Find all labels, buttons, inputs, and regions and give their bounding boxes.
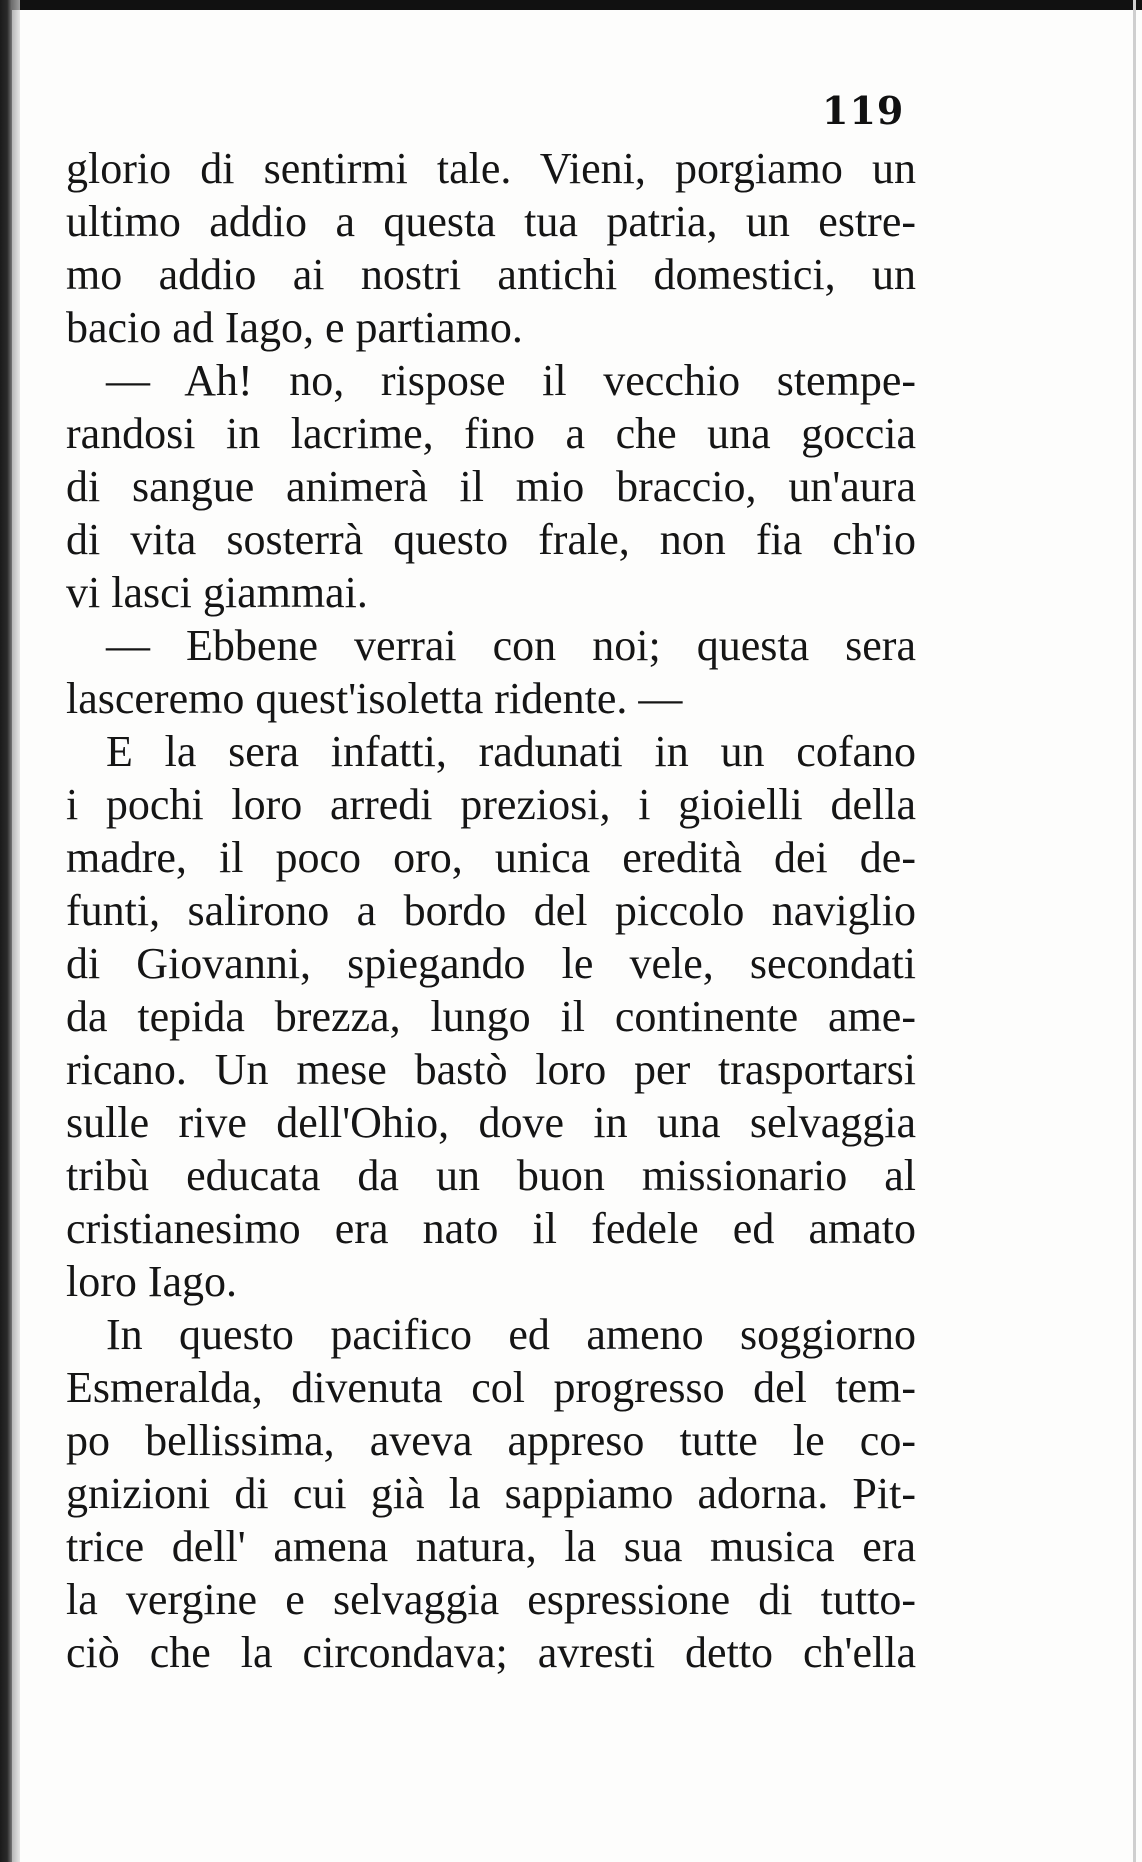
text-line: da tepida brezza, lungo il continente ame-: [66, 992, 916, 1041]
text-line: Esmeralda, divenuta col progresso del tem-: [66, 1363, 916, 1412]
text-line: bacio ad Iago, e partiamo.: [66, 303, 523, 352]
text-line: i pochi loro arredi preziosi, i gioielli della: [66, 780, 916, 829]
scan-binding-edge: [0, 0, 12, 1862]
text-line: mo addio ai nostri antichi domestici, un: [66, 250, 916, 299]
text-line: trice dell' amena natura, la sua musica era: [66, 1522, 916, 1571]
scan-binding-shadow: [12, 0, 20, 1862]
text-line: di vita sosterrà questo frale, non fia ch'io: [66, 515, 916, 564]
text-line: loro Iago.: [66, 1257, 238, 1306]
text-line: cristianesimo era nato il fedele ed amato: [66, 1204, 916, 1253]
text-line: In questo pacifico ed ameno soggiorno: [106, 1310, 916, 1359]
text-line: randosi in lacrime, fino a che una goccia: [66, 409, 916, 458]
text-line: tribù educata da un buon missionario al: [66, 1151, 916, 1200]
text-line: ricano. Un mese bastò loro per trasportarsi: [66, 1045, 916, 1094]
text-line: glorio di sentirmi tale. Vieni, porgiamo un: [66, 144, 916, 193]
text-line: po bellissima, aveva appreso tutte le co-: [66, 1416, 916, 1465]
scan-top-edge: [0, 0, 1142, 10]
text-line: vi lasci giammai.: [66, 568, 368, 617]
text-line: sulle rive dell'Ohio, dove in una selvaggia: [66, 1098, 916, 1147]
text-line: gnizioni di cui già la sappiamo adorna. Pit-: [66, 1469, 916, 1518]
text-line: — Ah! no, rispose il vecchio stempe-: [106, 356, 916, 405]
text-line: ultimo addio a questa tua patria, un estre-: [66, 197, 916, 246]
text-line: funti, salirono a bordo del piccolo naviglio: [66, 886, 916, 935]
text-line: lasceremo quest'isoletta ridente. —: [66, 674, 683, 723]
text-line: — Ebbene verrai con noi; questa sera: [106, 621, 916, 670]
scan-right-edge: [1133, 0, 1136, 1862]
text-line: madre, il poco oro, unica eredità dei de-: [66, 833, 916, 882]
text-line: la vergine e selvaggia espressione di tutto-: [66, 1575, 916, 1624]
body-text: [66, 142, 916, 1679]
text-line: E la sera infatti, radunati in un cofano: [106, 727, 916, 776]
text-line: ciò che la circondava; avresti detto ch'ella: [66, 1628, 916, 1677]
page-number: 119: [822, 88, 905, 133]
text-line: di Giovanni, spiegando le vele, secondati: [66, 939, 916, 988]
text-line: di sangue animerà il mio braccio, un'aura: [66, 462, 916, 511]
